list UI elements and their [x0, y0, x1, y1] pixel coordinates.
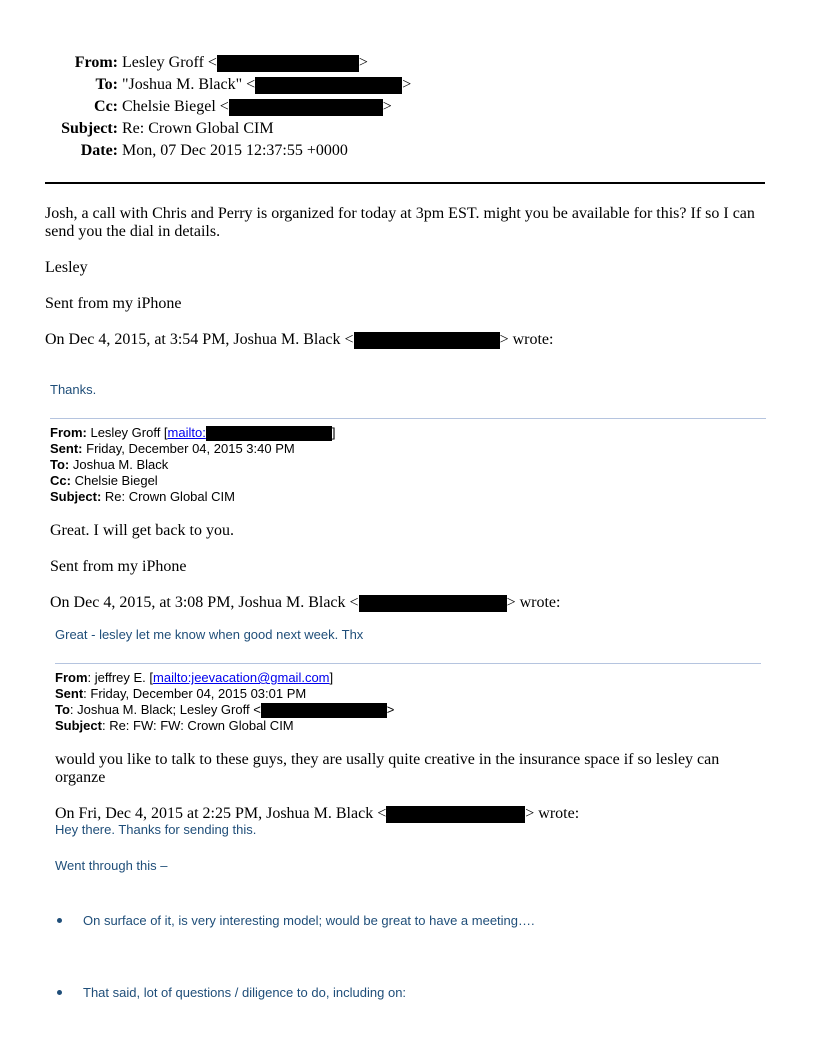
quoted-body: Great. I will get back to you. [50, 522, 234, 539]
reply-went-through: Went through this – [55, 858, 168, 873]
bullet-item: That said, lot of questions / diligence to do, including on: [83, 985, 407, 1000]
message-quote-intro [45, 331, 553, 349]
header-date-value: Mon, 07 Dec 2015 12:37:55 +0000 [122, 142, 348, 159]
quote-intro-prefix: On Dec 4, 2015, at 3:08 PM, Joshua M. Black < [50, 594, 359, 611]
redaction-block [229, 99, 383, 116]
quoted2-to-value: : Joshua M. Black; Lesley Groff < [69, 702, 261, 717]
quoted2-body-line1: would you like to talk to these guys, they are usally quite creative in the insurance space if so lesley can [55, 751, 720, 768]
quoted2-to-label: To [55, 702, 70, 717]
quoted2-from-value: : jeffrey E. [ [87, 670, 154, 685]
header-divider [45, 182, 765, 184]
header-cc-label: Cc: [94, 98, 118, 115]
quoted-sent-from: Sent from my iPhone [50, 558, 187, 575]
message-sent-from: Sent from my iPhone [45, 295, 182, 312]
quoted-to-row [50, 457, 168, 473]
quoted-from-label: From: [50, 425, 87, 440]
header-from-label: From: [74, 54, 118, 71]
redaction-block [217, 55, 359, 72]
quoted-cc-label: Cc: [50, 473, 71, 488]
bullet-icon [57, 918, 62, 923]
quoted2-from-close: ] [329, 670, 334, 685]
quote-intro-suffix: > wrote: [506, 594, 561, 611]
quote-intro-prefix: On Dec 4, 2015, at 3:54 PM, Joshua M. Black < [45, 331, 354, 348]
quoted-from-row [50, 425, 335, 441]
quoted-subject-value: Re: Crown Global CIM [104, 489, 235, 504]
redaction-block [255, 77, 402, 94]
header-to-row [0, 75, 411, 95]
header-cc-row [0, 97, 392, 117]
quoted2-sent-label: Sent [55, 686, 84, 701]
quoted2-from-row [55, 670, 333, 686]
quoted-to-value: Joshua M. Black [72, 457, 169, 472]
header-subject-row [0, 119, 274, 139]
header-subject-label: Subject: [61, 120, 118, 137]
quoted2-from-mailto-link[interactable]: mailto:jeevacation@gmail.com [153, 670, 330, 685]
quoted2-sent-row [55, 686, 306, 702]
quote-divider [50, 418, 766, 419]
quoted-cc-value: Chelsie Biegel [74, 473, 158, 488]
bullet-icon [57, 990, 62, 995]
quoted2-subject-row [55, 718, 294, 734]
header-to-close: > [402, 76, 412, 93]
quoted-from-mailto-link[interactable]: mailto: [167, 425, 206, 440]
bullet-item: On surface of it, is very interesting model; would be great to have a meeting…. [83, 913, 535, 928]
redaction-block [386, 806, 525, 823]
quote-intro-prefix: On Fri, Dec 4, 2015 at 2:25 PM, Joshua M. Black < [55, 805, 387, 822]
quoted-sent-row [50, 441, 295, 457]
reply-greeting: Hey there. Thanks for sending this. [55, 822, 257, 837]
quoted-to-label: To: [50, 457, 70, 472]
header-from-close: > [358, 54, 368, 71]
quoted-sent-value: Friday, December 04, 2015 3:40 PM [86, 441, 295, 456]
quoted-cc-row [50, 473, 158, 489]
header-from-row [0, 53, 368, 73]
quoted2-subject-value: : Re: FW: FW: Crown Global CIM [101, 718, 294, 733]
redaction-block [359, 595, 507, 612]
quoted2-subject-label: Subject [55, 718, 102, 733]
message-body-line2: send you the dial in details. [45, 223, 221, 240]
reply-great: Great - lesley let me know when good next week. Thx [55, 627, 364, 642]
reply-thanks: Thanks. [50, 382, 97, 397]
message-body-line1: Josh, a call with Chris and Perry is organized for today at 3pm EST. might you be available for this? If so I can [45, 205, 755, 222]
quoted-from-close: ] [331, 425, 336, 440]
header-date-row [0, 141, 348, 161]
quote-intro-suffix: > wrote: [525, 805, 580, 822]
header-date-label: Date: [80, 142, 118, 159]
header-to-value: "Joshua M. Black" < [122, 76, 256, 93]
quoted2-to-close: > [386, 702, 395, 717]
quoted2-quote-intro [55, 805, 579, 823]
header-subject-value: Re: Crown Global CIM [122, 120, 274, 137]
redaction-block [354, 332, 500, 349]
quote-intro-suffix: > wrote: [499, 331, 554, 348]
quoted2-to-row [55, 702, 394, 718]
header-to-label: To: [95, 76, 118, 93]
quoted2-body-line2: organze [55, 769, 106, 786]
header-from-value: Lesley Groff < [122, 54, 217, 71]
header-cc-value: Chelsie Biegel < [122, 98, 229, 115]
quote-divider [55, 663, 761, 664]
quoted-from-value: Lesley Groff [ [90, 425, 168, 440]
redaction-block [261, 703, 387, 718]
redaction-block [206, 426, 332, 441]
quoted2-from-label: From [55, 670, 88, 685]
quoted-quote-intro [50, 594, 560, 612]
quoted-subject-label: Subject: [50, 489, 102, 504]
message-signature: Lesley [45, 259, 88, 276]
quoted-sent-label: Sent: [50, 441, 83, 456]
quoted2-sent-value: : Friday, December 04, 2015 03:01 PM [83, 686, 307, 701]
header-cc-close: > [382, 98, 392, 115]
quoted-subject-row [50, 489, 235, 505]
